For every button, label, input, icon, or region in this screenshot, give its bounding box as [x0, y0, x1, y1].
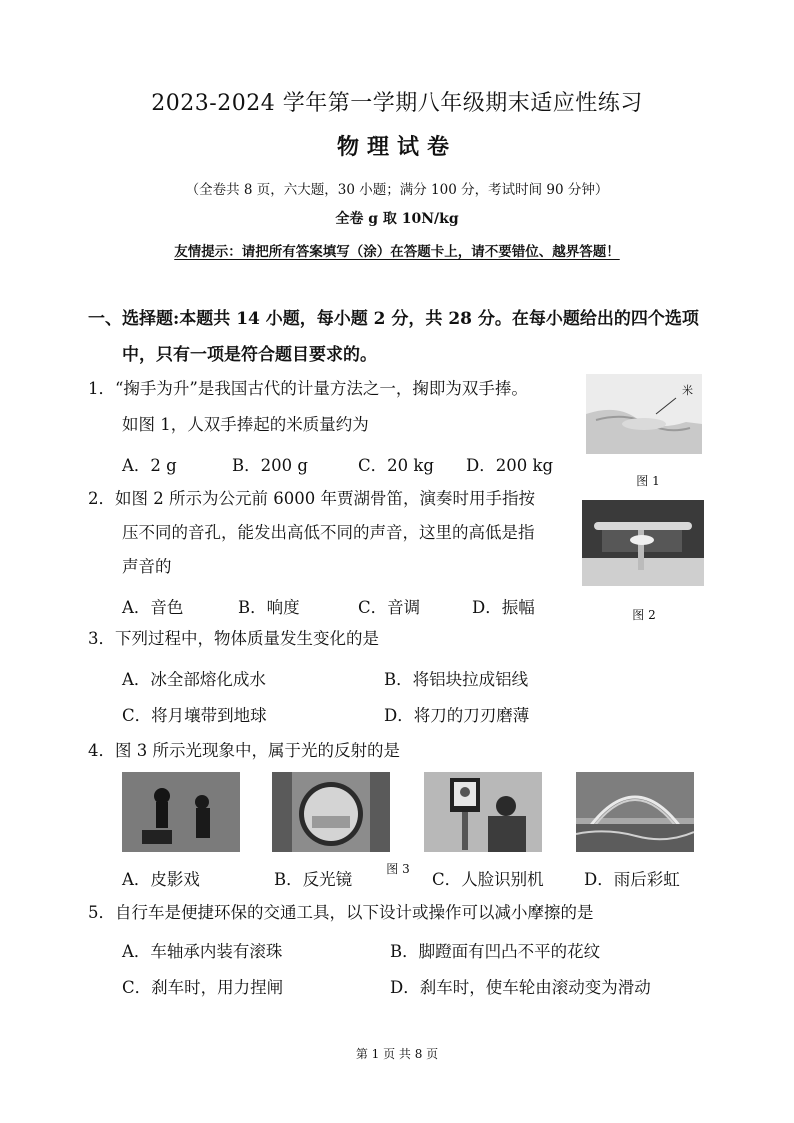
figure-2-bone-flute: [582, 500, 704, 586]
q2-option-a: A．音色: [122, 598, 184, 617]
bone-flute-illustration: [582, 500, 704, 586]
exam-title: 2023-2024 学年第一学期八年级期末适应性练习: [151, 91, 643, 116]
q1-option-a: A．2 g: [122, 456, 177, 475]
q2-option-b: B．响度: [238, 598, 300, 617]
q3-option-d: D．将刀的刀刃磨薄: [384, 706, 530, 725]
q1-option-d: D．200 kg: [466, 456, 554, 475]
rainbow-illustration: [576, 772, 694, 852]
figure-3a-shadow-play: [122, 772, 240, 852]
convex-mirror-illustration: [272, 772, 390, 852]
q3-option-c: C．将月壤带到地球: [122, 706, 267, 725]
q5-option-d: D．刹车时，使车轮由滚动变为滑动: [390, 978, 651, 997]
figure-3b-convex-mirror: [272, 772, 390, 852]
q4-option-a: A．皮影戏: [122, 870, 200, 889]
gravity-note: 全卷 g 取 10N/kg: [335, 211, 459, 227]
q2-option-d: D．振幅: [472, 598, 535, 617]
q4-option-d: D．雨后彩虹: [584, 870, 680, 889]
question-1-line1: 1．“掬手为升”是我国古代的计量方法之一，掬即为双手捧。: [88, 379, 528, 398]
q2-option-c: C．音调: [358, 598, 421, 617]
page-footer: 第 1 页 共 8 页: [355, 1047, 439, 1061]
question-4-line1: 4．图 3 所示光现象中，属于光的反射的是: [88, 741, 400, 760]
question-1-line2: 如图 1，人双手捧起的米质量约为: [122, 415, 369, 434]
question-5-line1: 5．自行车是便捷环保的交通工具，以下设计或操作可以减小摩擦的是: [88, 903, 594, 922]
section-heading-line2: 中，只有一项是符合题目要求的。: [122, 345, 377, 365]
q1-option-b: B．200 g: [232, 456, 308, 475]
q3-option-a: A．冰全部熔化成水: [122, 670, 266, 689]
q4-option-c: C．人脸识别机: [432, 870, 544, 889]
figure-3-caption: 图 3: [386, 862, 410, 876]
question-2-line2: 压不同的音孔，能发出高低不同的声音，这里的高低是指: [122, 523, 535, 542]
subject-title: 物理试卷: [336, 134, 457, 160]
q1-option-c: C．20 kg: [358, 456, 434, 475]
question-2-line1: 2．如图 2 所示为公元前 6000 年贾湖骨笛，演奏时用手指按: [88, 489, 535, 508]
figure-1-rice-label: 米: [682, 384, 693, 397]
face-recognition-illustration: [424, 772, 542, 852]
section-heading-line1: 一、选择题:本题共 14 小题，每小题 2 分，共 28 分。在每小题给出的四个选项: [88, 309, 699, 329]
shadow-play-illustration: [122, 772, 240, 852]
friendly-tip-text: 友情提示：请把所有答案填写（涂）在答题卡上，请不要错位、越界答题！: [174, 244, 620, 260]
figure-1-caption: 图 1: [636, 474, 660, 488]
q5-option-a: A．车轴承内装有滚珠: [122, 942, 283, 961]
q5-option-c: C．刹车时，用力捏闸: [122, 978, 284, 997]
exam-info: （全卷共 8 页，六大题，30 小题；满分 100 分，考试时间 90 分钟）: [185, 182, 609, 198]
question-3-line1: 3．下列过程中，物体质量发生变化的是: [88, 629, 379, 648]
figure-2-caption: 图 2: [632, 608, 656, 622]
q5-option-b: B．脚蹬面有凹凸不平的花纹: [390, 942, 601, 961]
q3-option-b: B．将铝块拉成铝线: [384, 670, 529, 689]
figure-3c-face-recognition: [424, 772, 542, 852]
question-2-line3: 声音的: [122, 557, 172, 576]
figure-3d-rainbow: [576, 772, 694, 852]
friendly-tip: [0, 240, 794, 260]
figure-1-hands-rice: [586, 374, 702, 454]
q4-option-b: B．反光镜: [274, 870, 353, 889]
